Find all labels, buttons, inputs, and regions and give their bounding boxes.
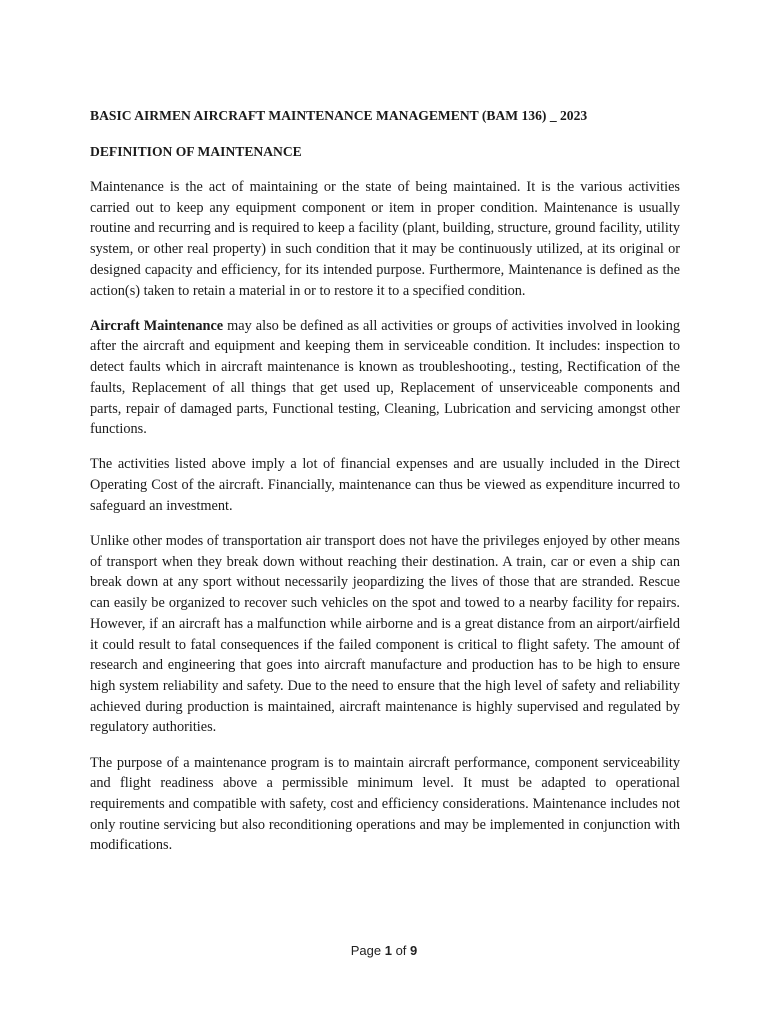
paragraph-transport-comparison: Unlike other modes of transportation air transport does not have the privileges enjoyed by other means of transport when they break down without reaching their destination. A train, car or even a ship can break down at any sport without necessarily jeopardizing the lives of those that are stranded. Rescue can easily be organized to recover such vehicles on the spot and towed to a nearby facility for repairs. However, if an aircraft has a malfunction while airborne and is a great distance from an airport/airfield it could result to fatal consequences if the failed component is critical to flight safety. The amount of research and engineering that goes into aircraft manufacture and production has to be high to ensure high system reliability and safety. Due to the need to ensure that the high level of safety and reliability achieved during production is maintained, aircraft maintenance is highly supervised and regulated by regulatory authorities.: [90, 533, 680, 736]
current-page-number: 1: [384, 943, 392, 958]
paragraph-program-purpose: The purpose of a maintenance program is to maintain aircraft performance, component serviceability and flight readiness above a permissible minimum level. It must be adapted to operational requirements and compatible with safety, cost and efficiency considerations. Maintenance includes not only routine servicing but also reconditioning operations and may be implemented in conjunction with modifications.: [90, 754, 680, 854]
aircraft-maintenance-term: Aircraft Maintenance: [90, 317, 224, 334]
page-word: Page: [350, 943, 382, 958]
of-word: of: [395, 943, 407, 958]
total-pages-number: 9: [410, 943, 418, 958]
paragraph-financial: The activities listed above imply a lot of financial expenses and are usually included in the Direct Operating Cost of the aircraft. Financially, maintenance can thus be viewed as expenditure incurred to safeguard an investment.: [90, 456, 680, 514]
section-heading: DEFINITION OF MAINTENANCE: [90, 144, 302, 159]
paragraph-aircraft-maintenance: [90, 316, 680, 440]
document-title: BASIC AIRMEN AIRCRAFT MAINTENANCE MANAGEMENT (BAM 136) _ 2023: [90, 108, 588, 123]
page-content: [90, 106, 680, 871]
paragraph-definition: Maintenance is the act of maintaining or the state of being maintained. It is the various activities carried out to keep any equipment component or item in proper condition. Maintenance is usually routine and recurring and is required to keep a facility (plant, building, structure, ground facility, utility system, or other real property) in such condition that it may be continuously utilized, at its original or designed capacity and efficiency, for its intended purpose. Furthermore, Maintenance is defined as the action(s) taken to retain a material in or to restore it to a specified condition.: [90, 179, 680, 299]
page-footer: [0, 943, 768, 958]
aircraft-maintenance-text: may also be defined as all activities or groups of activities involved in looking after the aircraft and equipment and keeping them in serviceable condition. It includes: inspection to detect faults which in aircraft maintenance is known as troubleshooting., testing, Rectification of the faults, Replacement of all things that get used up, Replacement of unserviceable components and parts, repair of damaged parts, Functional testing, Cleaning, Lubrication and servicing amongst other functions.: [90, 317, 680, 438]
